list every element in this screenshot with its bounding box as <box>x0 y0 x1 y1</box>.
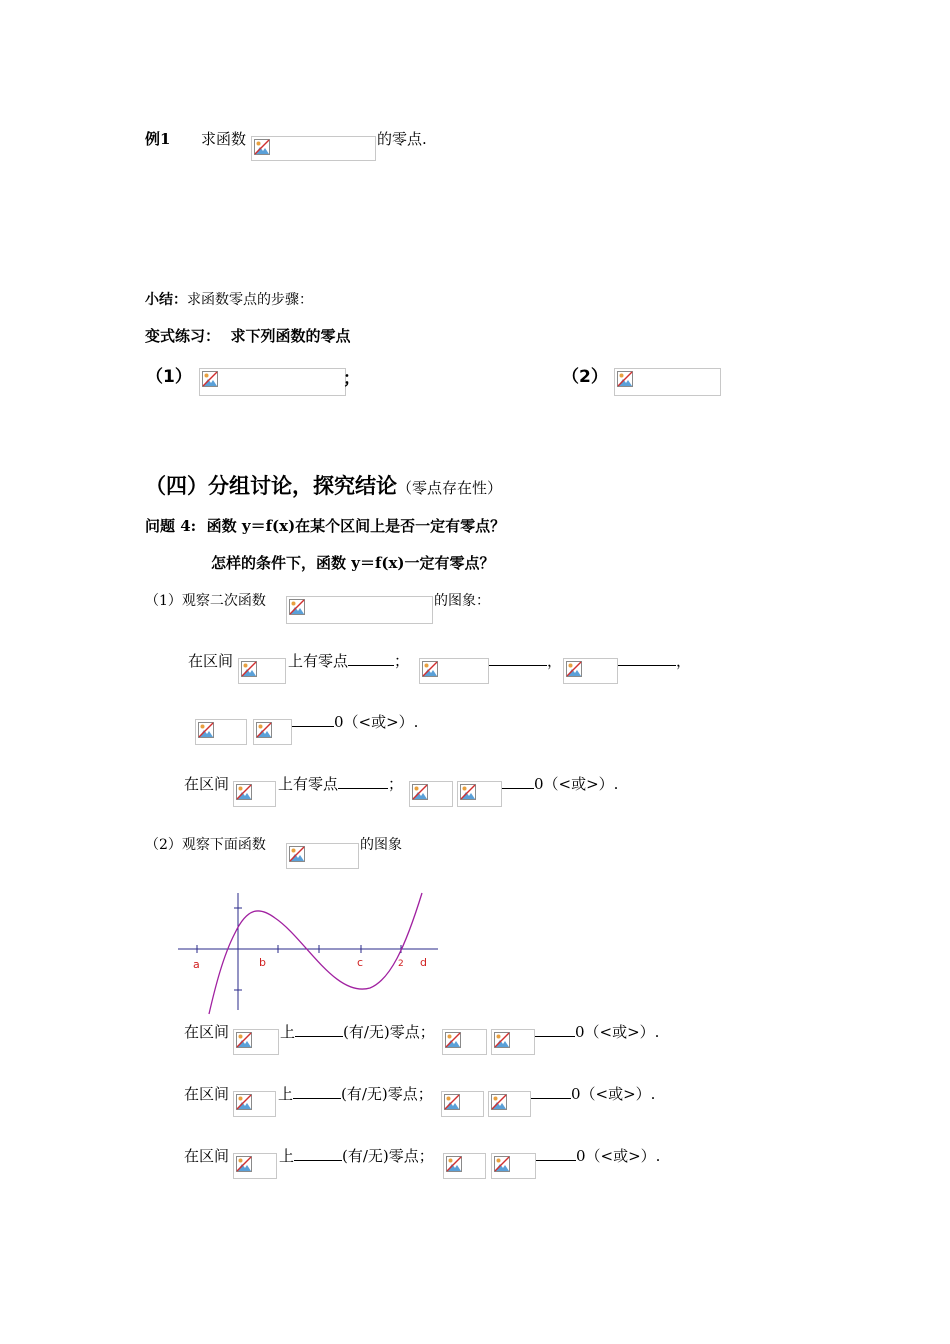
formula-image <box>443 1153 486 1179</box>
part1-row3-b <box>278 774 403 794</box>
answer-blank[interactable] <box>295 1022 343 1037</box>
graph-label: d <box>420 956 427 969</box>
broken-image-icon <box>566 661 582 677</box>
section-note: （零点存在性） <box>397 479 503 497</box>
broken-image-icon <box>236 1094 252 1110</box>
part2-row3-d-text: 0（<或>）. <box>576 1147 661 1165</box>
broken-image-icon <box>236 1156 252 1172</box>
formula-image <box>195 719 247 745</box>
formula-image <box>238 658 286 684</box>
graph-label: b <box>259 956 266 969</box>
formula-image <box>253 719 292 745</box>
summary <box>145 290 313 310</box>
part1-row3-d <box>502 774 618 794</box>
question-line-2: 怎样的条件下，函数 y＝f(x)一定有零点？ <box>211 554 495 572</box>
section-title: （四）分组讨论，探究结论 <box>145 473 397 498</box>
part1-row3-b-text: 上有零点 <box>278 775 339 793</box>
function-graph <box>175 888 440 1016</box>
example-prefix: 求函数 <box>201 130 247 148</box>
variant-separator: ； <box>343 369 360 389</box>
broken-image-icon <box>617 371 633 387</box>
question-label: 问题 4: <box>145 517 197 535</box>
formula-image <box>563 658 618 684</box>
broken-image-icon <box>491 1094 507 1110</box>
broken-image-icon <box>412 784 428 800</box>
part2-row1-b-text: 上 <box>280 1023 296 1041</box>
part1-suffix: 的图象： <box>434 593 490 609</box>
part1-row1-c-text: ； <box>394 652 410 670</box>
variant-item2-label: （2） <box>562 367 608 387</box>
formula-image <box>441 1091 484 1117</box>
formula-image <box>286 596 433 624</box>
part2-row2-b <box>278 1084 433 1104</box>
formula-image <box>251 136 376 161</box>
part1-row1-e-text: ， <box>676 652 692 670</box>
broken-image-icon <box>444 1094 460 1110</box>
broken-image-icon <box>256 722 272 738</box>
broken-image-icon <box>289 846 305 862</box>
part2-row2-d <box>531 1084 655 1104</box>
part1-row1-b-text: 上有零点 <box>288 652 349 670</box>
question-text-1: 函数 y＝f(x)在某个区间上是否一定有零点？ <box>206 517 506 535</box>
formula-image <box>614 368 721 396</box>
part2-row2-d-text: 0（<或>）. <box>571 1085 656 1103</box>
question-line-1 <box>145 516 505 536</box>
answer-blank[interactable] <box>502 774 534 789</box>
part2-row1-a: 在区间 <box>184 1023 230 1041</box>
answer-blank[interactable] <box>536 1146 576 1161</box>
formula-image <box>488 1091 531 1117</box>
part1-row1-a: 在区间 <box>188 652 234 670</box>
part2-row3-b <box>279 1146 434 1166</box>
part2-prefix: （2）观察下面函数 <box>145 837 266 853</box>
graph-label: 2 <box>398 959 404 969</box>
broken-image-icon <box>254 139 270 155</box>
section-heading <box>145 472 502 502</box>
function-curve <box>209 893 422 1014</box>
broken-image-icon <box>202 371 218 387</box>
part2-row3-d <box>536 1146 660 1166</box>
formula-image <box>233 781 276 807</box>
part2-row2-a: 在区间 <box>184 1085 230 1103</box>
broken-image-icon <box>422 661 438 677</box>
part1-row1-d <box>489 651 562 671</box>
formula-image <box>199 368 346 396</box>
variant-item1-label: （1） <box>146 367 192 387</box>
broken-image-icon <box>198 722 214 738</box>
answer-blank[interactable] <box>338 774 388 789</box>
answer-blank[interactable] <box>618 651 676 666</box>
variant-text: 求下列函数的零点 <box>230 327 351 345</box>
example-label: 例1 <box>145 130 171 148</box>
part1-row1-e <box>618 651 691 671</box>
variant-label: 变式练习： <box>145 327 221 345</box>
broken-image-icon <box>289 599 305 615</box>
part2-row1-c-text: (有/无)零点； <box>343 1023 435 1041</box>
formula-image <box>442 1029 487 1055</box>
answer-blank[interactable] <box>293 1084 341 1099</box>
part1-row2-text: 0（<或>）. <box>334 713 419 731</box>
formula-image <box>491 1153 536 1179</box>
broken-image-icon <box>445 1032 461 1048</box>
broken-image-icon <box>494 1156 510 1172</box>
answer-blank[interactable] <box>292 712 334 727</box>
part1-row1-d-text: ， <box>547 652 563 670</box>
part2-row2-b-text: 上 <box>278 1085 294 1103</box>
part1-row3-c-text: ； <box>388 775 404 793</box>
formula-image <box>409 781 453 807</box>
answer-blank[interactable] <box>535 1022 575 1037</box>
formula-image <box>233 1029 279 1055</box>
formula-image <box>286 843 359 869</box>
broken-image-icon <box>460 784 476 800</box>
part2-row3-b-text: 上 <box>279 1147 295 1165</box>
part2-row2-c-text: (有/无)零点； <box>341 1085 433 1103</box>
part1-prefix: （1）观察二次函数 <box>145 593 266 609</box>
part2-row3-c-text: (有/无)零点； <box>342 1147 434 1165</box>
answer-blank[interactable] <box>294 1146 342 1161</box>
part1-row3-a: 在区间 <box>184 775 230 793</box>
variant-heading <box>145 326 350 346</box>
broken-image-icon <box>494 1032 510 1048</box>
broken-image-icon <box>236 784 252 800</box>
graph-label: c <box>357 956 364 969</box>
part1-row2 <box>292 712 418 732</box>
summary-text: 求函数零点的步骤： <box>187 292 313 308</box>
broken-image-icon <box>236 1032 252 1048</box>
broken-image-icon <box>241 661 257 677</box>
formula-image <box>419 658 489 684</box>
answer-blank[interactable] <box>348 651 394 666</box>
part2-row1-d <box>535 1022 659 1042</box>
example-suffix: 的零点. <box>377 130 427 148</box>
broken-image-icon <box>446 1156 462 1172</box>
answer-blank[interactable] <box>489 651 547 666</box>
formula-image <box>233 1091 276 1117</box>
part2-row1-b <box>280 1022 435 1042</box>
part1-row1-b <box>288 651 409 671</box>
part1-row3-d-text: 0（<或>）. <box>534 775 619 793</box>
part2-row1-d-text: 0（<或>）. <box>575 1023 660 1041</box>
part2-suffix: 的图象 <box>360 837 402 853</box>
summary-label: 小结： <box>145 292 187 308</box>
formula-image <box>233 1153 277 1179</box>
formula-image <box>457 781 502 807</box>
formula-image <box>491 1029 535 1055</box>
part2-row3-a: 在区间 <box>184 1147 230 1165</box>
answer-blank[interactable] <box>531 1084 571 1099</box>
graph-label: a <box>193 958 200 971</box>
